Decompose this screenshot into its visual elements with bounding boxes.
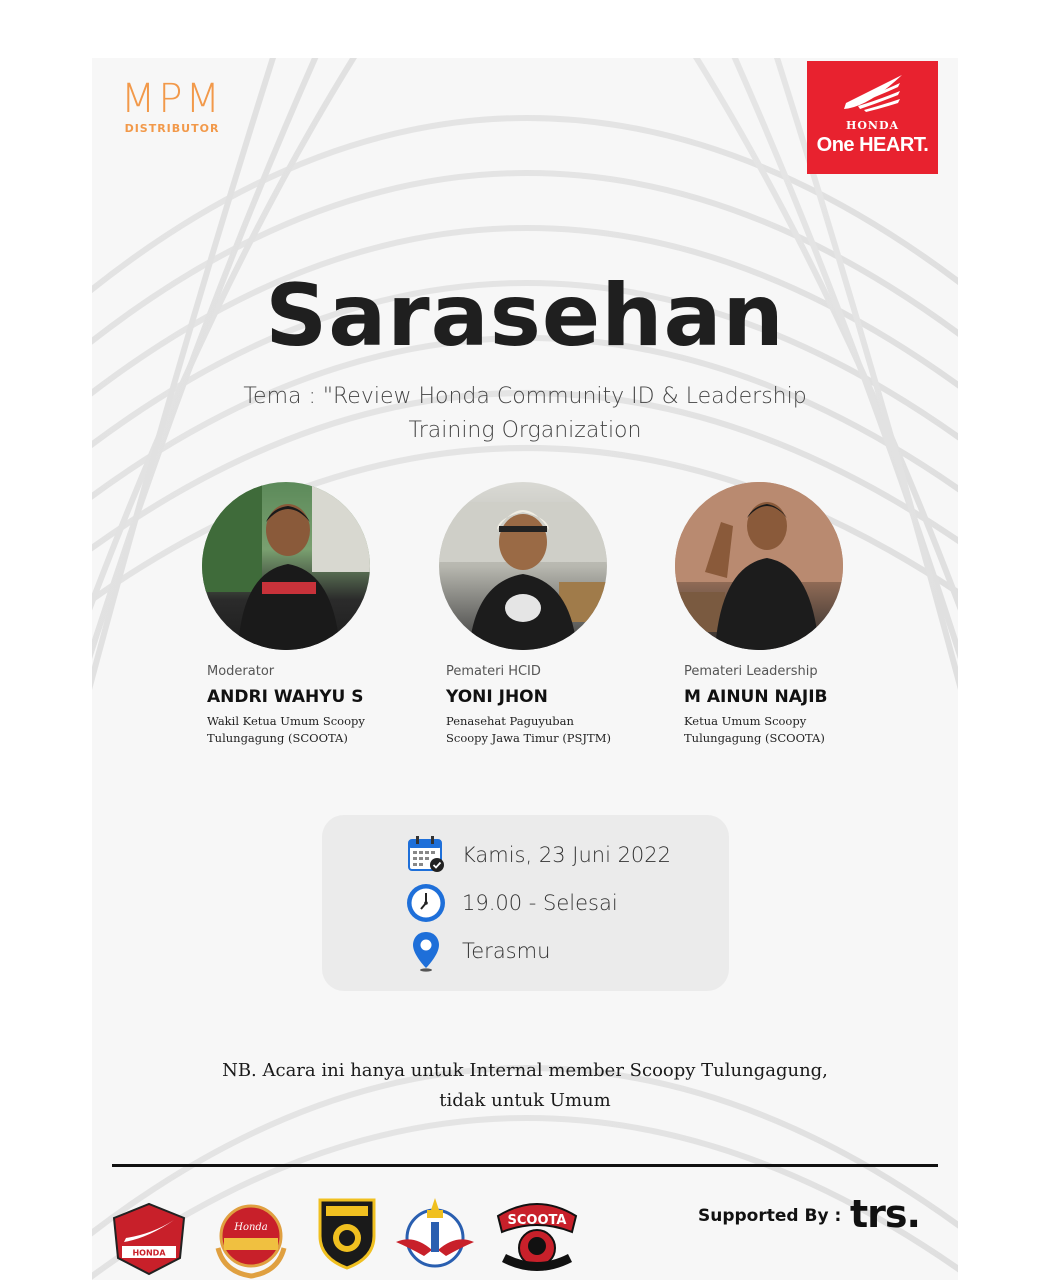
- note-line-1: NB. Acara ini hanya untuk Internal member Scoopy Tulungagung,: [222, 1060, 828, 1081]
- footer-divider: [112, 1164, 938, 1167]
- note-line-2: tidak untuk Umum: [439, 1090, 611, 1111]
- speaker-desc-line-2: Scoopy Jawa Timur (PSJTM): [446, 731, 611, 745]
- scoota-badge: [492, 1196, 582, 1280]
- speaker-desc-line-1: Wakil Ketua Umum Scoopy: [207, 714, 365, 728]
- badge-text: HONDA: [132, 1248, 166, 1258]
- honda-tagline: One HEART.: [816, 134, 929, 156]
- event-poster: [92, 58, 958, 1280]
- speaker-desc-line-2: Tulungagung (SCOOTA): [684, 731, 825, 745]
- theme-line-1: Tema : "Review Honda Community ID & Leadership: [243, 384, 807, 409]
- sponsor-logo-trs: trs.: [850, 1192, 920, 1236]
- speaker-photo-leadership: [675, 482, 843, 650]
- honda-community-badge: [108, 1198, 190, 1280]
- speaker-description: [684, 713, 884, 747]
- location-pin-icon: [404, 929, 448, 973]
- badge-text: SCOOTA: [507, 1213, 567, 1228]
- speaker-role: Moderator: [207, 664, 275, 679]
- speaker-card-moderator: [207, 664, 407, 747]
- speaker-name: ANDRI WAHYU S: [207, 687, 364, 707]
- supported-by-label: Supported By :: [698, 1206, 842, 1226]
- time-row: [404, 883, 618, 923]
- speaker-card-leadership: [684, 664, 884, 747]
- speaker-desc-line-2: Tulungagung (SCOOTA): [207, 731, 348, 745]
- honda-logo: [807, 61, 938, 174]
- theme-line-2: Training Organization: [408, 418, 642, 443]
- honda-community-jatim-badge: [210, 1198, 292, 1280]
- honda-wing-icon: [838, 69, 908, 115]
- clock-icon: [404, 881, 448, 925]
- psjtm-badge: [306, 1190, 388, 1276]
- event-place: Terasmu: [462, 939, 551, 963]
- date-row: [404, 835, 671, 875]
- speaker-name: YONI JHON: [446, 687, 548, 707]
- speaker-photo-hcid: [439, 482, 607, 650]
- speaker-desc-line-1: Penasehat Paguyuban: [446, 714, 574, 728]
- speaker-description: [207, 713, 407, 747]
- event-title: Sarasehan: [265, 266, 785, 366]
- community-wing-badge: [394, 1194, 476, 1280]
- event-theme: [232, 380, 818, 448]
- mpm-distributor-logo: [107, 78, 237, 135]
- speaker-card-hcid: [446, 664, 646, 747]
- place-row: [404, 931, 550, 971]
- event-date: Kamis, 23 Juni 2022: [462, 843, 672, 867]
- speaker-photo-moderator: [202, 482, 370, 650]
- badge-text: Honda: [234, 1222, 268, 1233]
- speaker-role: Pemateri Leadership: [684, 664, 818, 679]
- mpm-logo-subtitle: DISTRIBUTOR: [124, 122, 220, 135]
- speaker-description: [446, 713, 646, 747]
- event-note: [202, 1056, 848, 1116]
- speaker-role: Pemateri HCID: [446, 664, 541, 679]
- speaker-name: M AINUN NAJIB: [684, 687, 828, 707]
- honda-wordmark: HONDA: [845, 119, 900, 132]
- event-details-box: [322, 815, 729, 991]
- speaker-desc-line-1: Ketua Umum Scoopy: [684, 714, 807, 728]
- calendar-icon: [404, 833, 448, 877]
- event-time: 19.00 - Selesai: [462, 891, 618, 915]
- mpm-logo-mark: MPM: [120, 76, 224, 122]
